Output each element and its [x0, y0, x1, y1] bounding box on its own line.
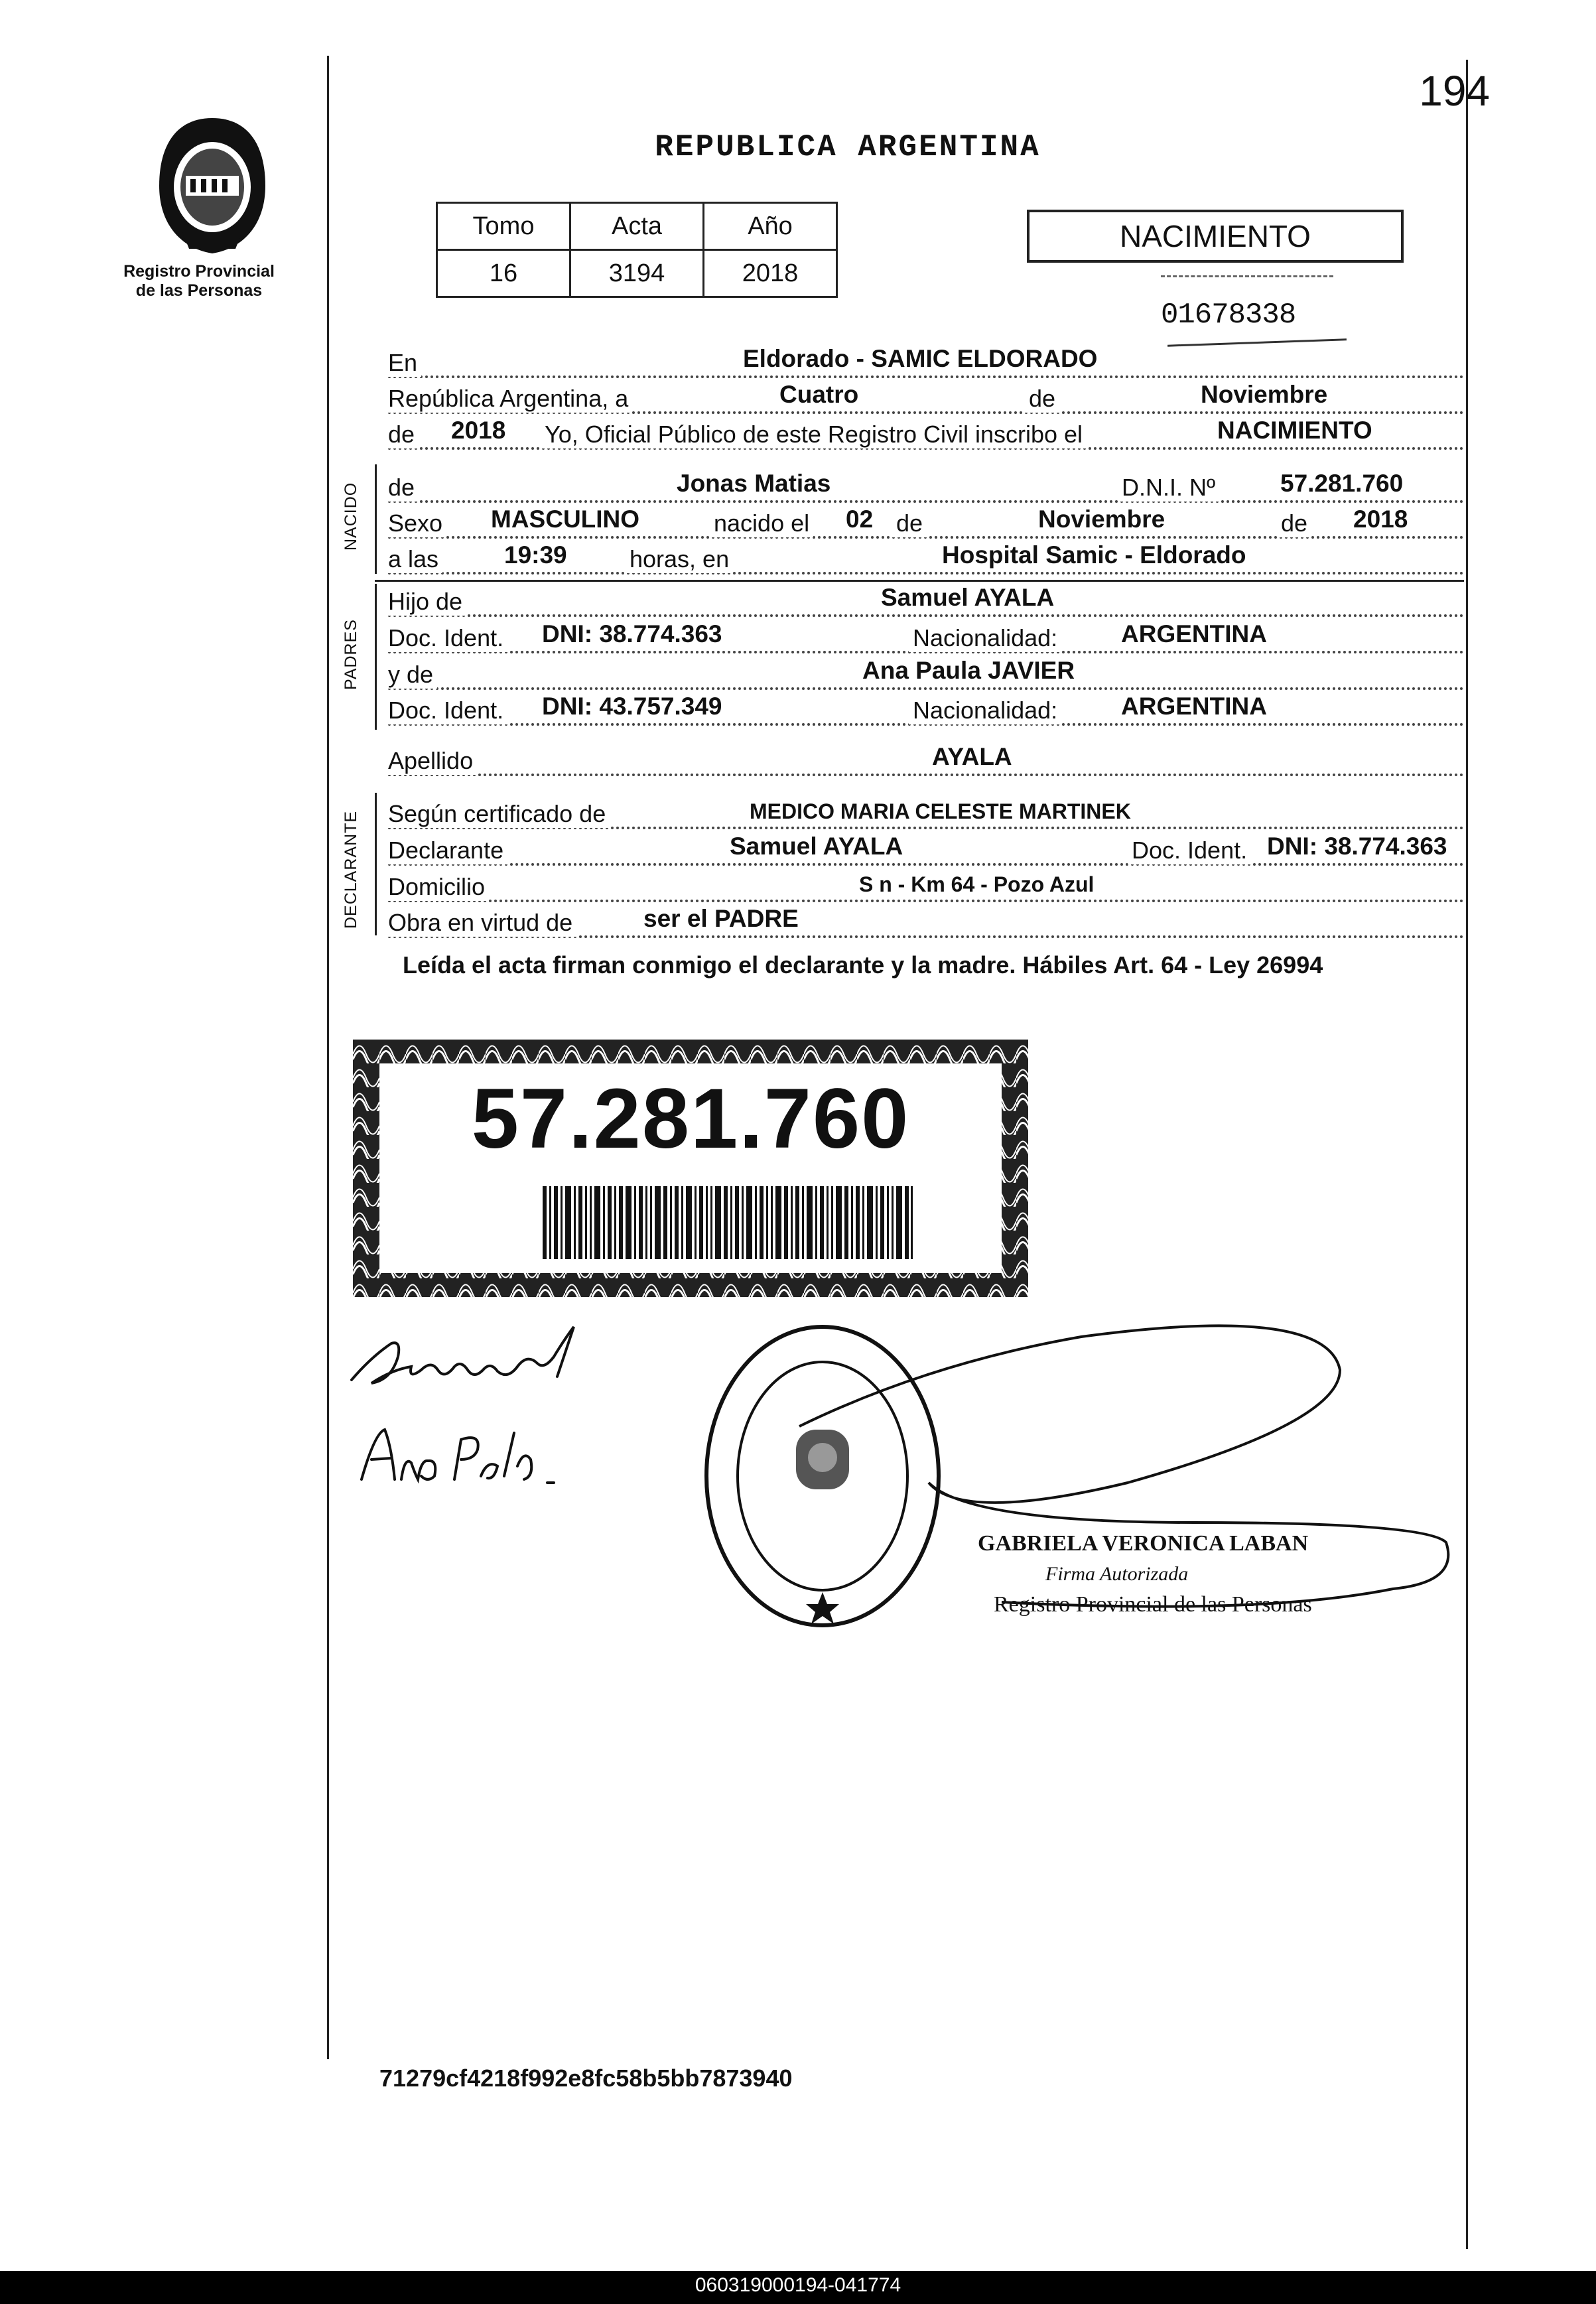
- label-domicilio: Domicilio: [388, 873, 489, 901]
- nacido-bracket: [375, 464, 377, 574]
- row-apellido: [388, 743, 1464, 776]
- side-label-padres: PADRES: [342, 619, 360, 690]
- row-y-de: [388, 657, 1464, 690]
- value-anio: 2018: [704, 250, 837, 297]
- row-inscribo: [388, 417, 1464, 450]
- label-horas: horas, en: [626, 545, 733, 573]
- footer-code: 060319000194-041774: [695, 2274, 901, 2296]
- label-hijo-de: Hijo de: [388, 588, 466, 616]
- closing-statement: Leída el acta firman conmigo el declarante y la madre. Hábiles Art. 64 - Ley 26994: [403, 951, 1323, 979]
- value-time: 19:39: [504, 541, 567, 569]
- value-domicilio: S n - Km 64 - Pozo Azul: [859, 872, 1095, 896]
- label-republica: República Argentina, a: [388, 385, 632, 413]
- value-mother: Ana Paula JAVIER: [862, 657, 1075, 684]
- label-declarante: Declarante: [388, 837, 507, 864]
- label-de-name: de: [388, 474, 419, 502]
- label-de-birth: de: [892, 509, 927, 537]
- side-label-nacido: NACIDO: [342, 482, 360, 551]
- official-name: GABRIELA VERONICA LABAN: [978, 1531, 1309, 1556]
- page-number: 194: [1419, 67, 1490, 115]
- registry-caption: [100, 262, 299, 301]
- signature-ana-paula: [355, 1420, 594, 1493]
- value-day: Cuatro: [779, 381, 859, 408]
- declarante-bracket: [375, 793, 377, 935]
- label-certificado: Según certificado de: [388, 800, 610, 828]
- label-father-doc: Doc. Ident.: [388, 624, 507, 652]
- record-type-box: NACIMIENTO: [1027, 210, 1404, 263]
- header-anio: Año: [704, 203, 837, 250]
- value-place: Hospital Samic - Eldorado: [942, 541, 1246, 569]
- value-name: Jonas Matias: [677, 470, 831, 497]
- label-inscribo: Yo, Oficial Público de este Registro Civil inscribo el: [541, 421, 1087, 448]
- label-dni: D.N.I. Nº: [1118, 474, 1219, 502]
- value-acta: 3194: [570, 250, 704, 297]
- value-dni: 57.281.760: [1280, 470, 1404, 497]
- value-birth-day: 02: [846, 506, 874, 533]
- value-father-nat: ARGENTINA: [1121, 620, 1267, 647]
- label-mother-doc: Doc. Ident.: [388, 697, 507, 724]
- label-a-las: a las: [388, 545, 442, 573]
- row-hijo-de: [388, 584, 1464, 617]
- header-acta: Acta: [570, 203, 704, 250]
- row-mother-doc: [388, 693, 1464, 726]
- header-tomo: Tomo: [437, 203, 570, 250]
- left-margin-line: [327, 56, 329, 2059]
- row-domicilio: [388, 869, 1464, 902]
- value-tomo: 16: [437, 250, 570, 297]
- value-father-doc: DNI: 38.774.363: [542, 620, 722, 647]
- dni-stamp: [353, 1040, 1028, 1297]
- label-apellido: Apellido: [388, 747, 477, 775]
- document-hash: 71279cf4218f992e8fc58b5bb7873940: [379, 2065, 793, 2092]
- row-declarante: [388, 833, 1464, 866]
- value-sexo: MASCULINO: [491, 506, 640, 533]
- row-republica: [388, 381, 1464, 414]
- row-nacido-name: [388, 470, 1464, 503]
- value-month: Noviembre: [1201, 381, 1328, 408]
- value-mother-nat: ARGENTINA: [1121, 693, 1267, 720]
- section-rule-1: [375, 580, 1464, 582]
- value-father: Samuel AYALA: [881, 584, 1055, 611]
- value-decl-doc: DNI: 38.774.363: [1267, 833, 1447, 860]
- serial-number: 01678338: [1161, 299, 1296, 332]
- label-obra: Obra en virtud de: [388, 909, 576, 937]
- dni-stamp-number: 57.281.760: [471, 1071, 910, 1166]
- caption-line-1: Registro Provincial: [123, 262, 275, 281]
- value-certificado: MEDICO MARIA CELESTE MARTINEK: [750, 799, 1131, 823]
- value-declarante: Samuel AYALA: [730, 833, 903, 860]
- label-en: En: [388, 349, 421, 377]
- caption-line-2: de las Personas: [135, 281, 263, 300]
- row-a-las: [388, 541, 1464, 575]
- value-obra: ser el PADRE: [643, 905, 799, 932]
- value-apellido: AYALA: [932, 743, 1012, 770]
- label-mother-nat: Nacionalidad:: [909, 697, 1061, 724]
- record-table: [436, 202, 838, 298]
- right-margin-line: [1466, 60, 1468, 2249]
- document-title: REPUBLICA ARGENTINA: [655, 130, 1041, 165]
- value-inscribo: NACIMIENTO: [1217, 417, 1372, 444]
- value-mother-doc: DNI: 43.757.349: [542, 693, 722, 720]
- label-de-year: de: [388, 421, 419, 448]
- row-en: [388, 345, 1464, 378]
- label-sexo: Sexo: [388, 509, 446, 537]
- official-org: Registro Provincial de las Personas: [994, 1592, 1312, 1617]
- label-decl-doc: Doc. Ident.: [1128, 837, 1251, 864]
- value-birth-year: 2018: [1353, 506, 1408, 533]
- padres-bracket: [375, 584, 377, 730]
- row-obra: [388, 905, 1464, 938]
- dni-stamp-panel: [379, 1063, 1002, 1273]
- value-year: 2018: [451, 417, 506, 444]
- label-de-month: de: [1025, 385, 1059, 413]
- label-nacido-el: nacido el: [710, 509, 813, 537]
- value-birth-month: Noviembre: [1038, 506, 1165, 533]
- label-father-nat: Nacionalidad:: [909, 624, 1061, 652]
- label-y-de: y de: [388, 661, 437, 689]
- row-certificado: [388, 796, 1464, 829]
- row-sexo: [388, 506, 1464, 539]
- barcode: [543, 1186, 914, 1259]
- row-father-doc: [388, 620, 1464, 653]
- official-role: Firma Autorizada: [1045, 1563, 1189, 1585]
- serial-dashes: [1161, 275, 1333, 277]
- label-de-birth-year: de: [1277, 509, 1311, 537]
- signature-samuel: [345, 1317, 584, 1396]
- side-label-declarante: DECLARANTE: [342, 810, 360, 929]
- value-en: Eldorado - SAMIC ELDORADO: [743, 345, 1098, 372]
